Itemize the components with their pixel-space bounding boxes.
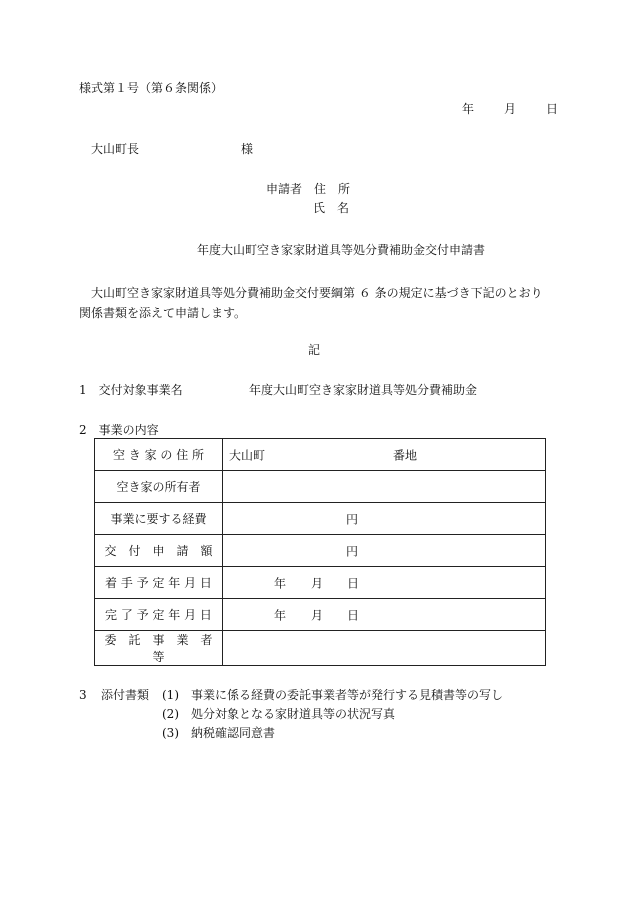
row-label: 着 手 予 定 年 月 日 <box>95 567 223 599</box>
body-text: 大山町空き家家財道具等処分費補助金交付要綱第 ６ 条の規定に基づき下記のとおり関係書類を添えて申請します。 <box>79 286 543 320</box>
item3-number: 3 <box>79 688 87 702</box>
addressee-honorific: 様 <box>241 142 254 156</box>
form-number: 様式第１号（第６条関係） <box>79 81 224 95</box>
applicant-block <box>266 182 351 215</box>
end-day: 日 <box>347 608 360 622</box>
table-row <box>95 599 546 631</box>
attachment-item: (3) 納税確認同意書 <box>162 726 275 740</box>
document-title: 年度大山町空き家家財道具等処分費補助金交付申請書 <box>197 243 486 257</box>
item1 <box>79 383 478 397</box>
row-label: 交 付 申 請 額 <box>95 535 223 567</box>
item3 <box>79 688 504 740</box>
end-date-cell[interactable] <box>223 599 546 631</box>
row-label: 空き家の所有者 <box>95 471 223 503</box>
start-year: 年 <box>274 576 287 590</box>
item2-label: 2 事業の内容 <box>79 423 159 437</box>
table-row <box>95 503 546 535</box>
contractor-value-cell[interactable] <box>223 631 546 666</box>
attachment-item: (2) 処分対象となる家財道具等の状況写真 <box>162 707 395 721</box>
start-day: 日 <box>347 576 360 590</box>
row-label: 事業に要する経費 <box>95 503 223 535</box>
applicant-name-label: 氏 名 <box>313 201 350 215</box>
table-row <box>95 631 546 666</box>
address-town: 大山町 <box>229 448 266 462</box>
start-month: 月 <box>311 576 324 590</box>
attachment-item: (1) 事業に係る経費の委託事業者等が発行する見積書等の写し <box>162 688 504 702</box>
date-year: 年 <box>462 102 475 116</box>
date-month: 月 <box>504 102 517 116</box>
applicant-address-label: 申請者 住 所 <box>266 182 351 196</box>
date-day: 日 <box>546 102 559 116</box>
business-content-table <box>94 438 546 666</box>
addressee-name: 大山町長 <box>91 142 140 156</box>
date-line <box>462 102 558 116</box>
item1-value: 年度大山町空き家家財道具等処分費補助金 <box>249 383 478 397</box>
row-label: 空 き 家 の 住 所 <box>95 439 223 471</box>
address-value-cell[interactable] <box>223 439 546 471</box>
row-label: 委 託 事 業 者 等 <box>95 631 223 666</box>
ki-heading: 記 <box>308 343 321 357</box>
table-row <box>95 471 546 503</box>
row-label: 完 了 予 定 年 月 日 <box>95 599 223 631</box>
table-row <box>95 439 546 471</box>
item3-label: 添付書類 <box>101 688 150 702</box>
addressee <box>91 142 254 156</box>
end-year: 年 <box>274 608 287 622</box>
cost-value-cell[interactable] <box>223 503 546 535</box>
owner-value-cell[interactable] <box>223 471 546 503</box>
start-date-cell[interactable] <box>223 567 546 599</box>
table-row <box>95 535 546 567</box>
amount-value-cell[interactable] <box>223 535 546 567</box>
amount-yen-unit: 円 <box>346 544 359 558</box>
cost-yen-unit: 円 <box>346 512 359 526</box>
end-month: 月 <box>311 608 324 622</box>
address-banchi: 番地 <box>393 448 418 462</box>
item1-label: 1 交付対象事業名 <box>79 383 183 397</box>
table-row <box>95 567 546 599</box>
